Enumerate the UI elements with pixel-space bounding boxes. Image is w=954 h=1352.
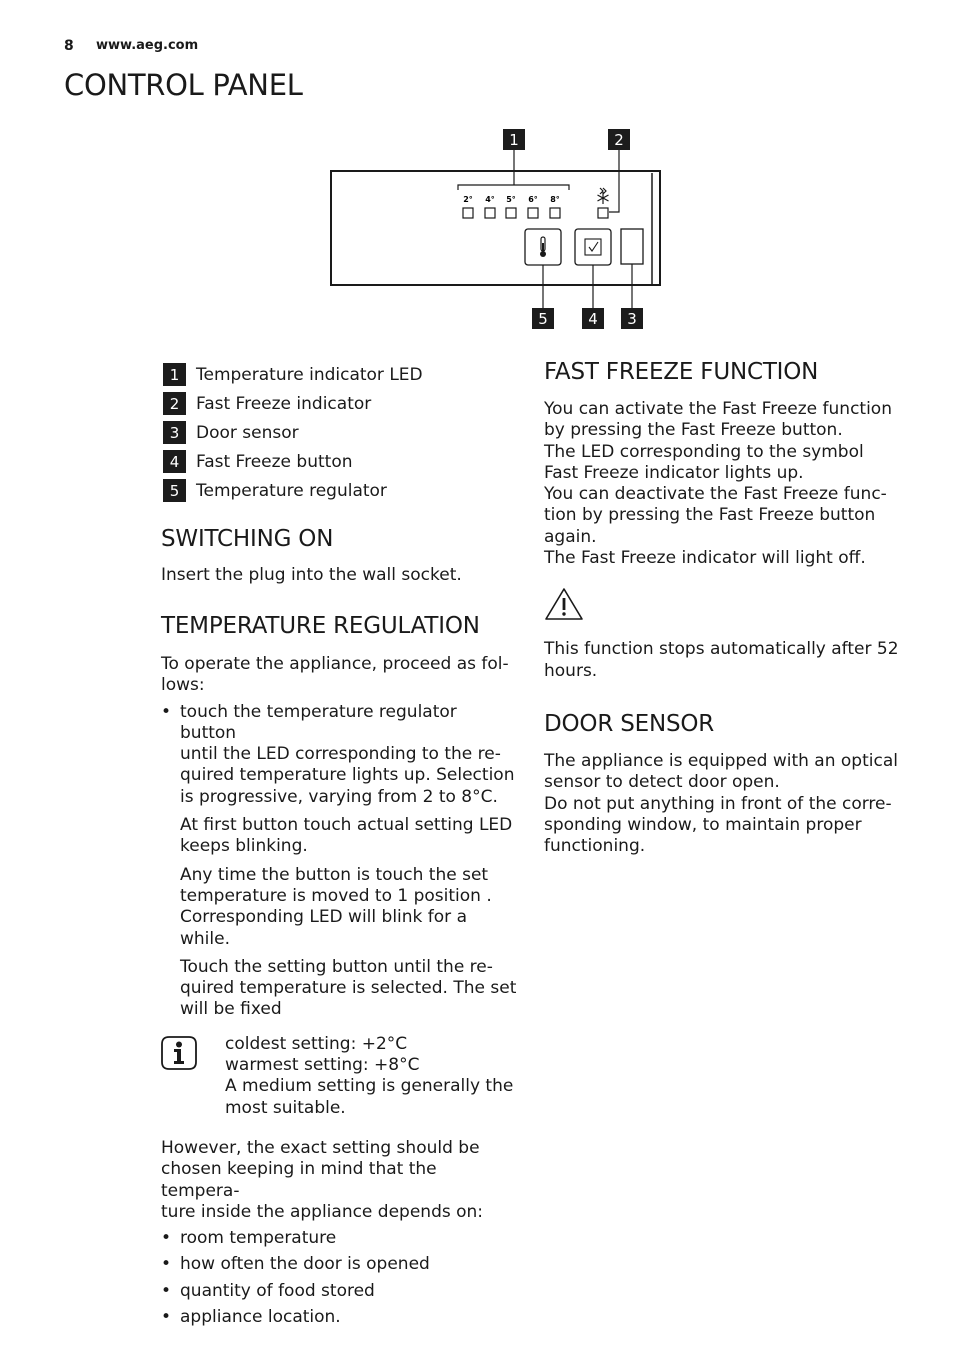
text-line: You can activate the Fast Freeze function [544, 399, 892, 419]
temp-label: 4° [485, 195, 495, 204]
fast-freeze-led [598, 208, 608, 218]
panel-outline [331, 171, 660, 285]
legend-number: 4 [163, 450, 186, 473]
callout-number-5: 5 [538, 310, 548, 328]
text-line: tion by pressing the Fast Freeze button [544, 505, 876, 526]
text-line: Corresponding LED will blink for a [180, 907, 467, 928]
text-line: again. [544, 526, 597, 547]
legend-number: 2 [163, 392, 186, 415]
text-line: The Fast Freeze indicator will light off. [544, 548, 866, 569]
text-line: The appliance is equipped with an optical [544, 751, 898, 771]
callout-number-4: 4 [588, 310, 598, 328]
text-line: coldest setting: +2°C [225, 1033, 408, 1054]
text-line: while. [180, 928, 230, 949]
snowflake-icon [598, 188, 609, 204]
door-sensor-text [544, 751, 899, 857]
text-line: until the LED corresponding to the re- [180, 744, 501, 765]
callout-line-2 [609, 150, 619, 212]
however-paragraph [161, 1138, 517, 1223]
text-line: temperature is moved to 1 position . [180, 885, 492, 906]
text-line: You can deactivate the Fast Freeze func- [544, 484, 887, 505]
text-line: Any time the button is touch the set [180, 864, 489, 885]
text-line: Fast Freeze indicator lights up. [544, 462, 804, 483]
warning-icon [544, 587, 584, 621]
text-line: ture inside the appliance depends on: [161, 1201, 484, 1222]
legend-label: Temperature regulator [196, 480, 387, 501]
legend-number: 5 [163, 479, 186, 502]
text-line: To operate the appliance, proceed as fol- [161, 654, 509, 674]
sub-paragraph [161, 865, 517, 950]
door-sensor-section [544, 710, 899, 857]
sub-paragraph [161, 957, 517, 1021]
led-bracket [458, 185, 569, 190]
text-line: by pressing the Fast Freeze button. [544, 420, 843, 441]
page-number: 8 [64, 38, 74, 54]
thermometer-icon [540, 237, 546, 257]
temperature-intro [161, 654, 517, 697]
text-line: hours. [544, 660, 598, 681]
text-line: At first button touch actual setting LED [180, 815, 513, 836]
text-line: This function stops automatically after 52 [544, 639, 899, 660]
text-line: quired temperature is selected. The set [180, 978, 517, 999]
diagram-legend [163, 360, 513, 505]
text-line: warmest setting: +8°C [225, 1055, 420, 1076]
text-line: functioning. [544, 836, 646, 857]
door-sensor-window [621, 229, 643, 264]
text-line: Touch the setting button until the re- [180, 956, 493, 977]
text-line: will be fixed [180, 999, 282, 1020]
legend-label: Fast Freeze indicator [196, 393, 372, 414]
temperature-regulation-heading: TEMPERATURE REGULATION [161, 613, 480, 639]
list-item: • quantity of food stored [161, 1281, 517, 1302]
control-panel-diagram [0, 0, 954, 340]
legend-item [163, 447, 513, 476]
list-item: • appliance location. [161, 1307, 517, 1328]
text-line: is progressive, varying from 2 to 8°C. [180, 786, 498, 807]
fast-freeze-text [544, 399, 899, 569]
website-url: www.aeg.com [96, 38, 199, 53]
legend-label: Fast Freeze button [196, 451, 353, 472]
legend-item [163, 476, 513, 505]
text-line: sponding window, to maintain proper [544, 814, 862, 835]
list-item: • room temperature [161, 1228, 517, 1249]
temp-label: 8° [550, 195, 560, 204]
legend-label: Door sensor [196, 422, 299, 443]
temperature-steps-list [161, 702, 517, 808]
temp-label: 2° [463, 195, 473, 204]
sub-paragraph [161, 815, 517, 858]
fast-freeze-button [575, 229, 611, 265]
temperature-led [485, 208, 495, 218]
text-line: lows: [161, 675, 205, 696]
text-line: • touch the temperature regulator button [180, 701, 457, 743]
text-line: chosen keeping in mind that the tempera- [161, 1159, 437, 1201]
fast-freeze-heading: FAST FREEZE FUNCTION [544, 359, 819, 385]
text-line: Do not put anything in front of the corre- [544, 793, 892, 814]
callout-number-1: 1 [509, 131, 519, 149]
list-item [161, 702, 517, 808]
info-note [161, 1034, 517, 1119]
temperature-led [506, 208, 516, 218]
legend-number: 3 [163, 421, 186, 444]
temp-label: 6° [528, 195, 538, 204]
legend-label: Temperature indicator LED [196, 364, 423, 385]
legend-item [163, 389, 513, 418]
temperature-led [528, 208, 538, 218]
switching-on-text: Insert the plug into the wall socket. [161, 565, 462, 585]
legend-item [163, 418, 513, 447]
text-line: However, the exact setting should be [161, 1137, 480, 1158]
door-sensor-heading: DOOR SENSOR [544, 711, 715, 737]
callout-number-2: 2 [614, 131, 624, 149]
factors-list [161, 1228, 517, 1328]
temperature-regulation-section [161, 612, 517, 1328]
text-line: sensor to detect door open. [544, 772, 780, 793]
info-icon [161, 1036, 197, 1070]
temperature-led [550, 208, 560, 218]
text-line: The LED corresponding to the symbol [544, 441, 864, 462]
fast-freeze-warning-text [544, 639, 899, 682]
text-line: quired temperature lights up. Selection [180, 765, 515, 786]
text-line: most suitable. [225, 1097, 346, 1118]
text-line: A medium setting is generally the [225, 1076, 514, 1097]
page-title: CONTROL PANEL [64, 68, 303, 102]
switching-on-section [161, 525, 517, 586]
fast-freeze-button-icon [585, 239, 601, 255]
switching-on-heading: SWITCHING ON [161, 526, 334, 552]
list-item: • how often the door is opened [161, 1254, 517, 1275]
temp-label: 5° [506, 195, 516, 204]
temperature-led [463, 208, 473, 218]
callout-number-3: 3 [627, 310, 637, 328]
legend-number: 1 [163, 363, 186, 386]
fast-freeze-section [544, 358, 899, 682]
legend-item [163, 360, 513, 389]
text-line: keeps blinking. [180, 836, 308, 857]
